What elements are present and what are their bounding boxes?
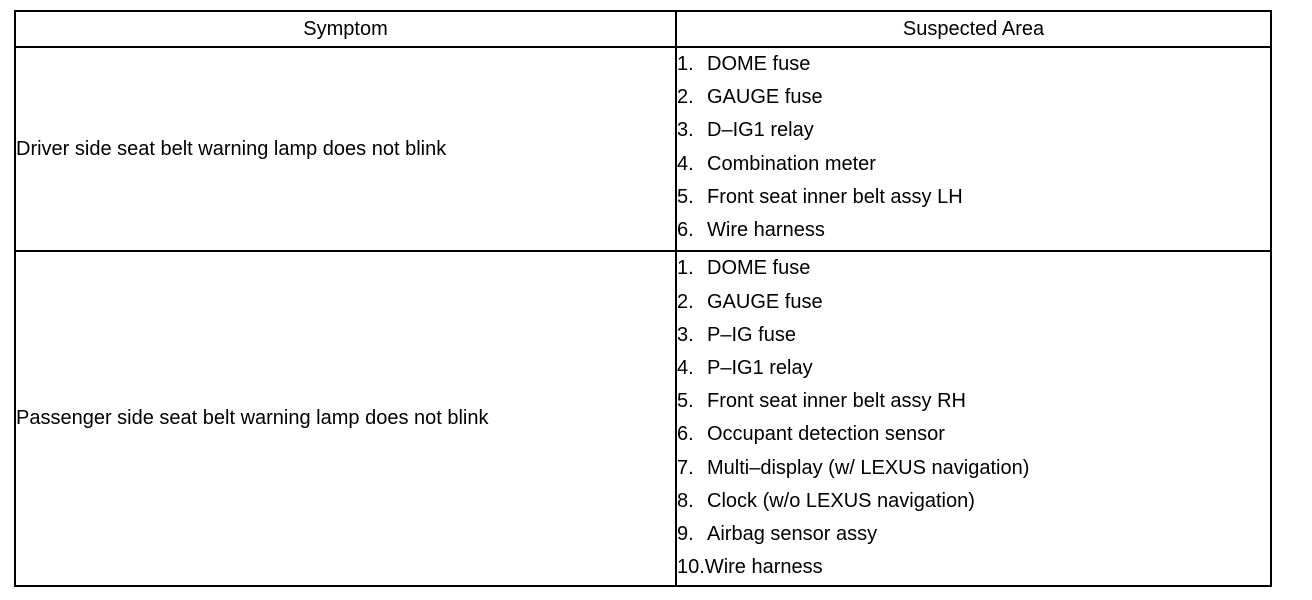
item-number: 2. bbox=[677, 290, 694, 313]
item-number: 3. bbox=[677, 119, 694, 142]
item-number: 3. bbox=[677, 323, 694, 346]
header-suspected-area: Suspected Area bbox=[676, 12, 1270, 47]
list-item bbox=[677, 418, 1270, 451]
list-item bbox=[677, 286, 1270, 319]
suspected-area-list bbox=[677, 252, 1270, 584]
item-text: Occupant detection sensor bbox=[707, 423, 945, 446]
list-item bbox=[677, 385, 1270, 418]
list-item bbox=[677, 551, 1270, 584]
list-item bbox=[677, 319, 1270, 352]
table-header-row bbox=[16, 12, 1270, 47]
item-text: Clock (w/o LEXUS navigation) bbox=[707, 489, 975, 512]
symptom-cell: Driver side seat belt warning lamp does not blink bbox=[16, 47, 676, 251]
item-text: DOME fuse bbox=[707, 257, 811, 280]
item-text: P–IG1 relay bbox=[707, 357, 813, 380]
item-number: 4. bbox=[677, 152, 694, 175]
suspected-area-cell bbox=[676, 251, 1270, 585]
suspected-area-cell bbox=[676, 47, 1270, 251]
item-number: 2. bbox=[677, 86, 694, 109]
item-text: Wire harness bbox=[704, 556, 823, 579]
table-row bbox=[16, 47, 1270, 251]
item-number: 7. bbox=[677, 456, 694, 479]
item-text: DOME fuse bbox=[707, 53, 811, 76]
suspected-area-list bbox=[677, 48, 1270, 247]
item-text: Multi–display (w/ LEXUS navigation) bbox=[707, 456, 1030, 479]
item-text: GAUGE fuse bbox=[707, 290, 823, 313]
list-item bbox=[677, 214, 1270, 247]
list-item bbox=[677, 81, 1270, 114]
troubleshooting-table-frame bbox=[14, 10, 1272, 587]
item-text: P–IG fuse bbox=[707, 323, 796, 346]
item-text: Airbag sensor assy bbox=[707, 522, 878, 545]
table-row bbox=[16, 251, 1270, 585]
troubleshooting-table bbox=[16, 12, 1270, 585]
list-item bbox=[677, 181, 1270, 214]
list-item bbox=[677, 148, 1270, 181]
header-symptom: Symptom bbox=[16, 12, 676, 47]
item-number: 6. bbox=[677, 219, 694, 241]
item-number: 5. bbox=[677, 390, 694, 413]
item-text: D–IG1 relay bbox=[707, 119, 814, 142]
list-item bbox=[677, 485, 1270, 518]
list-item bbox=[677, 252, 1270, 285]
item-number: 6. bbox=[677, 423, 694, 446]
symptom-cell: Passenger side seat belt warning lamp does not blink bbox=[16, 251, 676, 585]
item-text: GAUGE fuse bbox=[707, 86, 823, 109]
item-number: 1. bbox=[677, 53, 694, 76]
item-number: 9. bbox=[677, 522, 694, 545]
list-item bbox=[677, 452, 1270, 485]
item-text: Wire harness bbox=[707, 219, 825, 241]
item-number: 5. bbox=[677, 185, 694, 208]
item-number: 1. bbox=[677, 257, 694, 280]
list-item bbox=[677, 518, 1270, 551]
item-text: Combination meter bbox=[707, 152, 876, 175]
list-item bbox=[677, 48, 1270, 81]
item-text: Front seat inner belt assy LH bbox=[707, 185, 963, 208]
item-number: 8. bbox=[677, 489, 694, 512]
list-item bbox=[677, 114, 1270, 147]
item-text: Front seat inner belt assy RH bbox=[707, 390, 966, 413]
item-number: 4. bbox=[677, 357, 694, 380]
list-item bbox=[677, 352, 1270, 385]
item-number: 10. bbox=[677, 556, 705, 579]
